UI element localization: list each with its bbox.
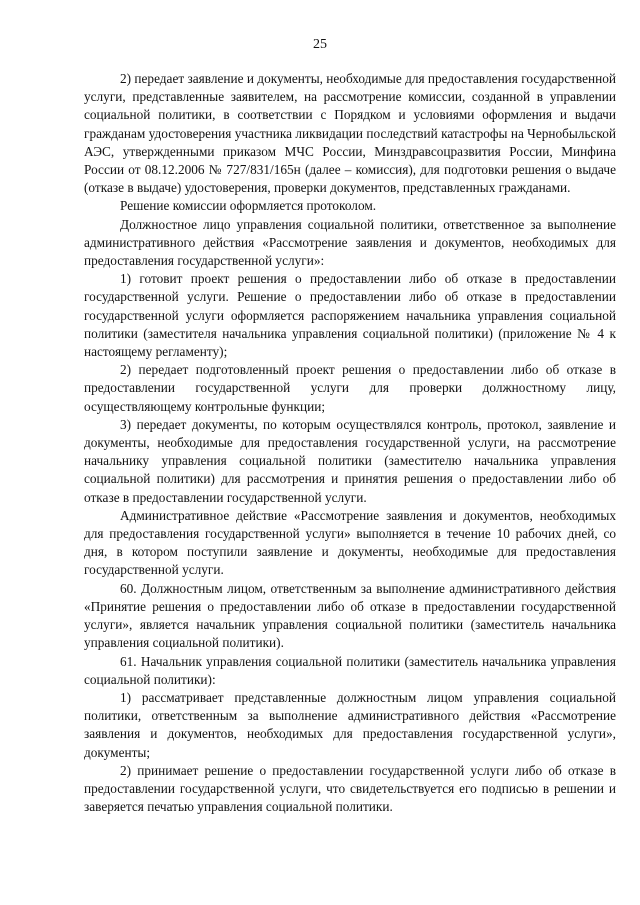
paragraph-action-deadline: Административное действие «Рассмотрение заявления и документов, необходимых для предоставления государственной услуги» выполняется в течение 10 рабочих дней, со дня, в котором поступили заявление и документы, необходимые для предоставления государственной услуги. [84, 507, 616, 578]
paragraph-clause-61-item-1: 1) рассматривает представленные должностным лицом управления социальной политики, ответственным за выполнение административного действия «Рассмотрение заявления и документов, необходимых для предоставления государственной услуги», документы; [84, 689, 616, 760]
paragraph-clause-61-item-2: 2) принимает решение о предоставлении государственной услуги либо об отказе в предоставлении государственной услуги, что свидетельствуется его подписью в решении и заверяется печатью управления социальной политики. [84, 762, 616, 815]
paragraph-item-2-transfer: 2) передает заявление и документы, необходимые для предоставления государственной услуги, представленные заявителем, на рассмотрение комиссии, созданной в управлении социальной политики, в соответствии с Порядком и условиями оформления и выдачи гражданам удостоверения участника ликвидации последствий катастрофы на Чернобыльской АЭС, утвержденными приказом МЧС России, Минздравсоцразвития России, Минфина России от 08.12.2006 № 727/831/165н (далее – комиссия), для подготовки решения о выдаче (отказе в выдаче) удостоверения, проверки документов, представленных гражданами. [84, 71, 617, 196]
paragraph-official-intro: Должностное лицо управления социальной политики, ответственное за выполнение административного действия «Рассмотрение заявления и документов, необходимых для предоставления государственной услуги»: [84, 216, 616, 269]
paragraph-clause-61: 61. Начальник управления социальной политики (заместитель начальника управления социальной политики): [84, 653, 616, 687]
document-body [84, 70, 616, 816]
paragraph-clause-60: 60. Должностным лицом, ответственным за выполнение административного действия «Принятие решения о предоставлении либо об отказе в предоставлении государственной услуги», является начальник управления социальной политики (заместитель начальника управления социальной политики). [84, 580, 616, 651]
paragraph-item-2-check: 2) передает подготовленный проект решения о предоставлении либо об отказе в предоставлении государственной услуги для проверки должностному лицу, осуществляющему контрольные функции; [84, 362, 616, 414]
paragraph-commission-protocol: Решение комиссии оформляется протоколом. [120, 198, 377, 214]
paragraph-item-1-prepare: 1) готовит проект решения о предоставлении либо об отказе в предоставлении государственной услуги. Решение о предоставлении либо об отказе в предоставлении государственной услуги оформляется распоряжением начальника управления социальной политики (заместителя начальника управления социальной политики) (приложение № 4 к настоящему регламенту); [84, 271, 616, 360]
paragraph-item-3-documents: 3) передает документы, по которым осуществлялся контроль, протокол, заявление и документы, необходимые для предоставления государственной услуги, на рассмотрение начальнику управления социальной политики (заместителю начальника управления социальной политики) для рассмотрения и принятия решения о предоставлении либо об отказе в предоставлении государственной услуги. [84, 416, 616, 505]
page-number: 25 [313, 37, 327, 52]
